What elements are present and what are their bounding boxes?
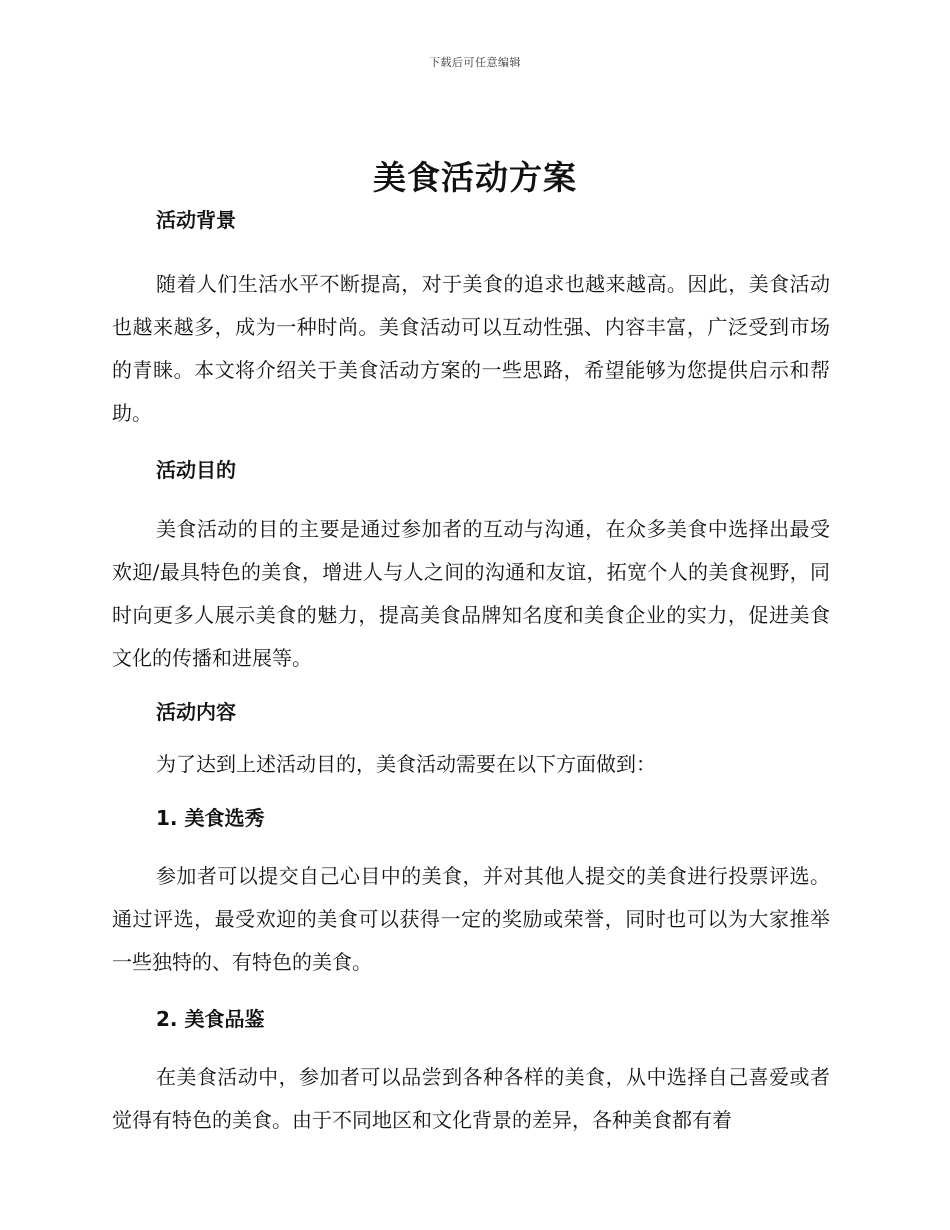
paragraph-background: 随着人们生活水平不断提高，对于美食的追求也越来越高。因此，美食活动也越来越多，成为一种时尚。美食活动可以互动性强、内容丰富，广泛受到市场的青睐。本文将介绍关于美食活动方案的一些思路，希望能够为您提供启示和帮助。 (112, 272, 830, 425)
item-heading-2: 2. 美食品鉴 (156, 1007, 265, 1031)
section-heading-purpose: 活动目的 (156, 458, 236, 482)
document-body (112, 204, 830, 1142)
paragraph-content-intro: 为了达到上述活动目的，美食活动需要在以下方面做到： (156, 752, 656, 776)
section-heading-content: 活动内容 (156, 700, 236, 724)
paragraph-item-1: 参加者可以提交自己心目中的美食，并对其他人提交的美食进行投票评选。通过评选，最受欢迎的美食可以获得一定的奖励或荣誉，同时也可以为大家推举一些独特的、有特色的美食。 (112, 864, 830, 974)
item-heading-1: 1. 美食选秀 (156, 806, 265, 830)
page-title: 美食活动方案 (373, 158, 577, 197)
section-heading-background: 活动背景 (156, 208, 236, 232)
paragraph-item-2: 在美食活动中，参加者可以品尝到各种各样的美食，从中选择自己喜爱或者觉得有特色的美食。由于不同地区和文化背景的差异，各种美食都有着 (112, 1065, 830, 1132)
paragraph-purpose: 美食活动的目的主要是通过参加者的互动与沟通，在众多美食中选择出最受欢迎/最具特色的美食，增进人与人之间的沟通和友谊，拓宽个人的美食视野，同时向更多人展示美食的魅力，提高美食品牌知名度和美食企业的实力，促进美食文化的传播和进展等。 (112, 517, 830, 670)
header-note: 下载后可任意编辑 (429, 56, 521, 69)
